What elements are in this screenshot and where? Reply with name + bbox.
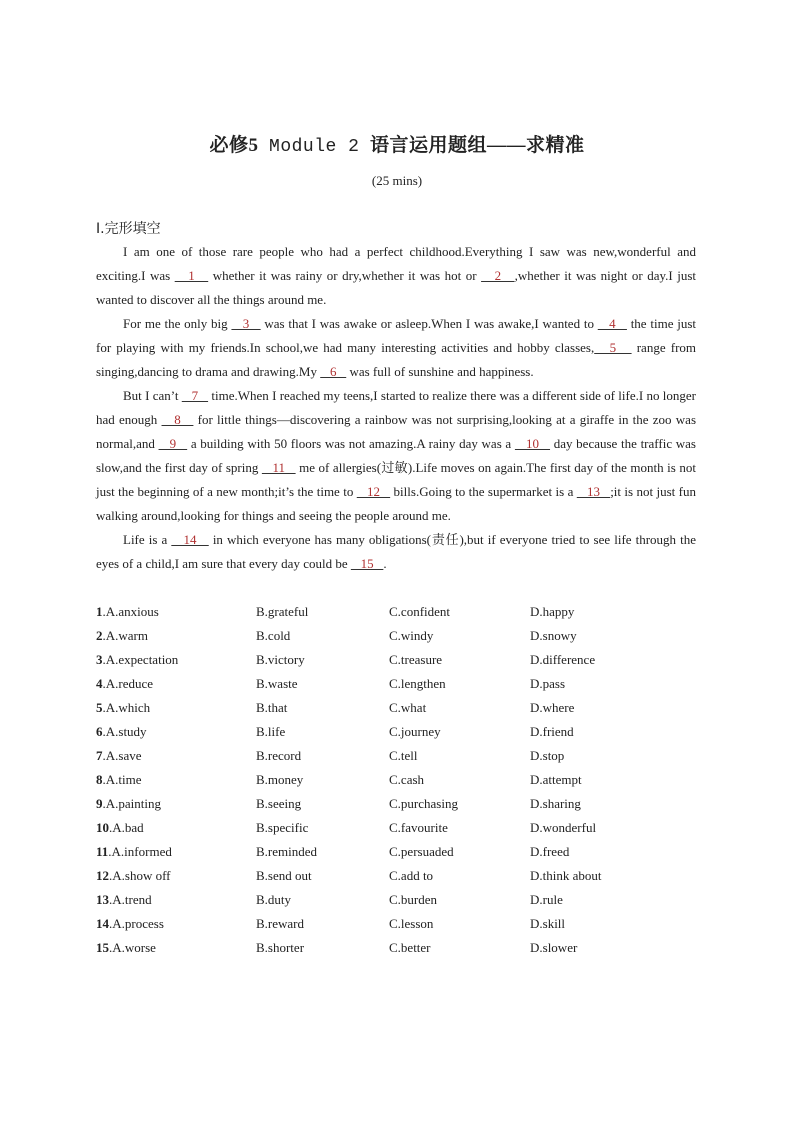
- option-c: C.windy: [389, 628, 434, 643]
- question-number: 2: [96, 628, 103, 643]
- option-c: C.tell: [389, 748, 418, 763]
- question-row: [96, 816, 706, 840]
- option-d: D.where: [530, 700, 575, 715]
- option-b: B.cold: [256, 628, 291, 643]
- question-row: [96, 936, 706, 960]
- option-d: D.skill: [530, 916, 566, 931]
- title-book: 必修5: [209, 135, 259, 156]
- passage-text: a building with 50 floors was not amazing.A rainy day was a: [187, 436, 515, 451]
- passage-paragraph: [96, 528, 696, 576]
- option-d: D.wonderful: [530, 820, 597, 835]
- option-c: C.cash: [389, 772, 425, 787]
- option-a: [96, 648, 178, 672]
- option-c: C.what: [389, 700, 427, 715]
- option-b: B.grateful: [256, 604, 309, 619]
- option-a-text: .A.show off: [109, 868, 171, 883]
- option-d: D.think about: [530, 868, 602, 883]
- question-number: 7: [96, 748, 103, 763]
- question-row: [96, 672, 706, 696]
- passage-paragraph: [96, 240, 696, 312]
- option-a: [96, 600, 159, 624]
- blank-3: 3: [231, 316, 261, 331]
- question-number: 8: [96, 772, 103, 787]
- option-c: C.lesson: [389, 916, 434, 931]
- question-row: [96, 744, 706, 768]
- option-a: [96, 888, 152, 912]
- question-number: 15: [96, 940, 109, 955]
- question-number: 5: [96, 700, 103, 715]
- option-a-text: .A.reduce: [102, 676, 154, 691]
- blank-10: 10: [514, 436, 551, 451]
- option-a-text: .A.expectation: [102, 652, 179, 667]
- option-a-text: .A.which: [102, 700, 151, 715]
- option-a: [96, 744, 142, 768]
- option-a-text: .A.time: [102, 772, 142, 787]
- blank-13: 13: [576, 484, 611, 499]
- blank-6: 6: [320, 364, 347, 379]
- option-c: C.burden: [389, 892, 438, 907]
- option-b: B.reward: [256, 916, 305, 931]
- option-b: B.money: [256, 772, 304, 787]
- passage-text: For me the only big: [123, 316, 232, 331]
- option-a-text: .A.painting: [102, 796, 161, 811]
- option-a: [96, 912, 164, 936]
- option-d: D.pass: [530, 676, 566, 691]
- option-a: [96, 696, 150, 720]
- blank-14: 14: [171, 532, 209, 547]
- option-a: [96, 624, 148, 648]
- option-b: B.that: [256, 700, 288, 715]
- option-a-text: .A.trend: [109, 892, 152, 907]
- option-c: C.journey: [389, 724, 441, 739]
- option-a-text: .A.bad: [109, 820, 144, 835]
- option-a: [96, 720, 147, 744]
- option-d: D.freed: [530, 844, 570, 859]
- question-row: [96, 720, 706, 744]
- option-d: D.snowy: [530, 628, 577, 643]
- option-d: D.slower: [530, 940, 578, 955]
- option-b: B.seeing: [256, 796, 302, 811]
- option-a: [96, 936, 156, 960]
- question-number: 6: [96, 724, 103, 739]
- blank-7: 7: [181, 388, 209, 403]
- option-a-text: .A.warm: [102, 628, 148, 643]
- option-d: D.difference: [530, 652, 596, 667]
- question-number: 14: [96, 916, 109, 931]
- option-d: D.friend: [530, 724, 574, 739]
- option-b: B.waste: [256, 676, 298, 691]
- option-d: D.sharing: [530, 796, 581, 811]
- option-c: C.better: [389, 940, 431, 955]
- question-row: [96, 888, 706, 912]
- passage-paragraph: [96, 312, 696, 384]
- passage-text: bills.Going to the supermarket is a: [390, 484, 577, 499]
- passage-text: day because the traffic was slow,and the first day of spring: [96, 436, 696, 475]
- question-number: 9: [96, 796, 103, 811]
- option-a: [96, 816, 144, 840]
- question-number: 11: [96, 844, 109, 859]
- option-c: C.purchasing: [389, 796, 458, 811]
- option-c: C.persuaded: [389, 844, 454, 859]
- question-row: [96, 792, 706, 816]
- option-c: C.treasure: [389, 652, 443, 667]
- question-number: 12: [96, 868, 109, 883]
- blank-9: 9: [158, 436, 188, 451]
- blank-8: 8: [161, 412, 194, 427]
- option-c: C.lengthen: [389, 676, 446, 691]
- title-topic: 语言运用题组——求精准: [369, 135, 585, 156]
- question-row: [96, 912, 706, 936]
- option-d: D.rule: [530, 892, 563, 907]
- question-row: [96, 600, 706, 624]
- passage-text: ;it is not just fun walking around,looking for things and seeing the people around me.: [96, 484, 697, 523]
- passage-text: whether it was rainy or dry,whether it was hot or: [208, 268, 482, 283]
- option-b: B.life: [256, 724, 286, 739]
- option-d: D.stop: [530, 748, 565, 763]
- option-a-text: .A.informed: [108, 844, 172, 859]
- question-number: 10: [96, 820, 109, 835]
- option-a: [96, 672, 153, 696]
- option-b: B.specific: [256, 820, 309, 835]
- blank-2: 2: [481, 268, 515, 283]
- passage-text: range from singing,dancing to drama and drawing.My: [96, 340, 697, 379]
- blank-4: 4: [597, 316, 627, 331]
- passage-text: But I can’t: [123, 388, 182, 403]
- passage-text: was full of sunshine and happiness.: [346, 364, 534, 379]
- option-b: B.duty: [256, 892, 292, 907]
- passage-text: Life is a: [123, 532, 172, 547]
- blank-15: 15: [350, 556, 384, 571]
- passage-text: .: [383, 556, 387, 571]
- passage-text: me of allergies(过敏).Life moves on again.The first day of the month is not just the beginning of a new month;it’s the time to: [96, 460, 696, 499]
- question-row: [96, 624, 706, 648]
- section-heading: Ⅰ.完形填空: [96, 221, 161, 237]
- passage-text: was that I was awake or asleep.When I was awake,I wanted to: [260, 316, 598, 331]
- question-number: 3: [96, 652, 103, 667]
- option-c: C.add to: [389, 868, 434, 883]
- passage-text: ,whether it was night or day.I just wanted to discover all the things around me.: [96, 268, 697, 307]
- cloze-passage: [96, 240, 696, 576]
- options-list: [96, 600, 706, 960]
- option-a: [96, 792, 161, 816]
- blank-1: 1: [174, 268, 209, 283]
- option-b: B.record: [256, 748, 302, 763]
- question-number: 1: [96, 604, 103, 619]
- blank-5: 5: [594, 340, 632, 355]
- option-a: [96, 768, 142, 792]
- option-a-text: .A.study: [102, 724, 147, 739]
- passage-text: time.When I reached my teens,I started to realize there was a different side of life.I no longer had enough: [96, 388, 696, 427]
- question-row: [96, 864, 706, 888]
- page-title: [0, 130, 794, 157]
- question-row: [96, 768, 706, 792]
- title-module: Module 2: [269, 137, 360, 157]
- option-a: [96, 864, 171, 888]
- option-a-text: .A.save: [102, 748, 142, 763]
- time-limit: (25 mins): [371, 173, 423, 188]
- passage-text: I am one of those rare people who had a perfect childhood.Everything I saw was new,wonderful and exciting.I was: [96, 244, 696, 283]
- question-number: 4: [96, 676, 103, 691]
- option-b: B.shorter: [256, 940, 305, 955]
- passage-paragraph: [96, 384, 696, 528]
- question-row: [96, 696, 706, 720]
- passage-text: the time just for playing with my friends.In school,we had many interesting activities and hobby classes,: [96, 316, 697, 355]
- option-a: [96, 840, 172, 864]
- question-number: 13: [96, 892, 109, 907]
- passage-text: for little things—discovering a rainbow was not surprising,looking at a giraffe in the zoo was normal,and: [96, 412, 697, 451]
- blank-12: 12: [356, 484, 391, 499]
- option-b: B.reminded: [256, 844, 318, 859]
- option-a-text: .A.worse: [109, 940, 156, 955]
- option-a-text: .A.process: [109, 916, 164, 931]
- question-row: [96, 648, 706, 672]
- option-d: D.attempt: [530, 772, 582, 787]
- option-c: C.favourite: [389, 820, 448, 835]
- option-b: B.send out: [256, 868, 312, 883]
- blank-11: 11: [261, 460, 296, 475]
- option-b: B.victory: [256, 652, 305, 667]
- passage-text: in which everyone has many obligations(责任),but if everyone tried to see life through the eyes of a child,I am sure that every day could be: [96, 532, 697, 571]
- option-d: D.happy: [530, 604, 575, 619]
- question-row: [96, 840, 706, 864]
- option-a-text: .A.anxious: [102, 604, 159, 619]
- option-c: C.confident: [389, 604, 451, 619]
